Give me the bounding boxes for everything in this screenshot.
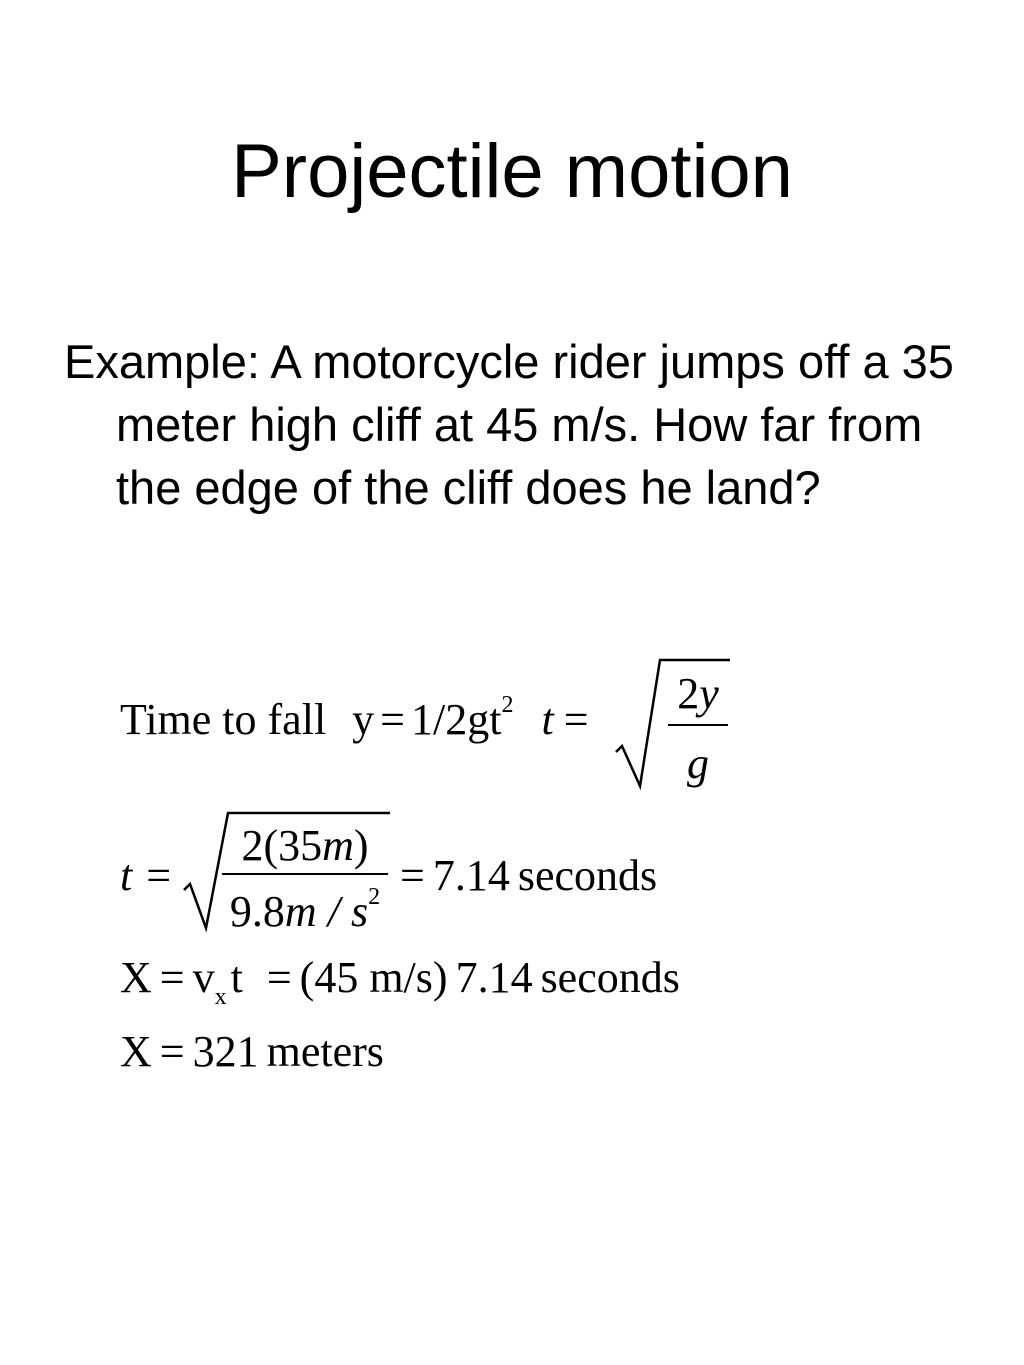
equation-distance-result <box>120 1026 384 1077</box>
problem-text: Example: A motorcycle rider jumps off a 35 meter high cliff at 45 m/s. How far from the edge of the cliff does he land? <box>64 335 954 514</box>
eq2-t: t <box>120 851 133 900</box>
distance-result-value: 321 <box>192 1027 259 1076</box>
eq1-numerator: 2y <box>677 669 719 718</box>
eq4-equals: = <box>159 1027 185 1076</box>
eq4-x: X <box>120 1027 152 1076</box>
equation-time-result <box>400 850 657 901</box>
eq3-time-unit: seconds <box>540 953 680 1002</box>
fraction-bar-1 <box>668 724 728 726</box>
eq3-velocity: (45 m/s) <box>299 953 448 1002</box>
equation-distance-formula <box>120 952 680 1010</box>
eq1-expression: 1/2gt <box>411 695 502 744</box>
eq3-x: X <box>120 953 152 1002</box>
eq3-equals-2: = <box>266 953 292 1002</box>
eq1-equals: = <box>380 695 405 744</box>
time-to-fall-label: Time to fall <box>120 695 327 744</box>
eq3-equals: = <box>159 953 185 1002</box>
eq3-subscript: x <box>214 984 227 1010</box>
eq1-t: t <box>541 695 554 744</box>
distance-result-unit: meters <box>266 1027 384 1076</box>
eq2-numerator: 2(35m) <box>241 821 369 870</box>
equation-time-to-fall <box>120 694 589 745</box>
equation-time-value <box>120 850 171 901</box>
eq1-y: y <box>352 695 375 744</box>
eq1-denominator: g <box>687 739 709 788</box>
eq3-time-value: 7.14 <box>455 953 533 1002</box>
fraction-bar-2 <box>222 873 388 875</box>
eq2-equals: = <box>146 851 172 900</box>
eq3-t: t <box>230 953 243 1002</box>
eq1-exponent: 2 <box>501 692 514 718</box>
time-result-value: 7.14 <box>432 851 510 900</box>
slide-title: Projectile motion <box>231 129 793 214</box>
eq2-denominator: $9.8m / s^2$ <box>229 884 381 936</box>
eq1-equals-2: = <box>563 695 589 744</box>
time-result-unit: seconds <box>517 851 658 900</box>
eq3-v: v <box>192 953 215 1002</box>
eq2-equals-2: = <box>400 851 425 900</box>
